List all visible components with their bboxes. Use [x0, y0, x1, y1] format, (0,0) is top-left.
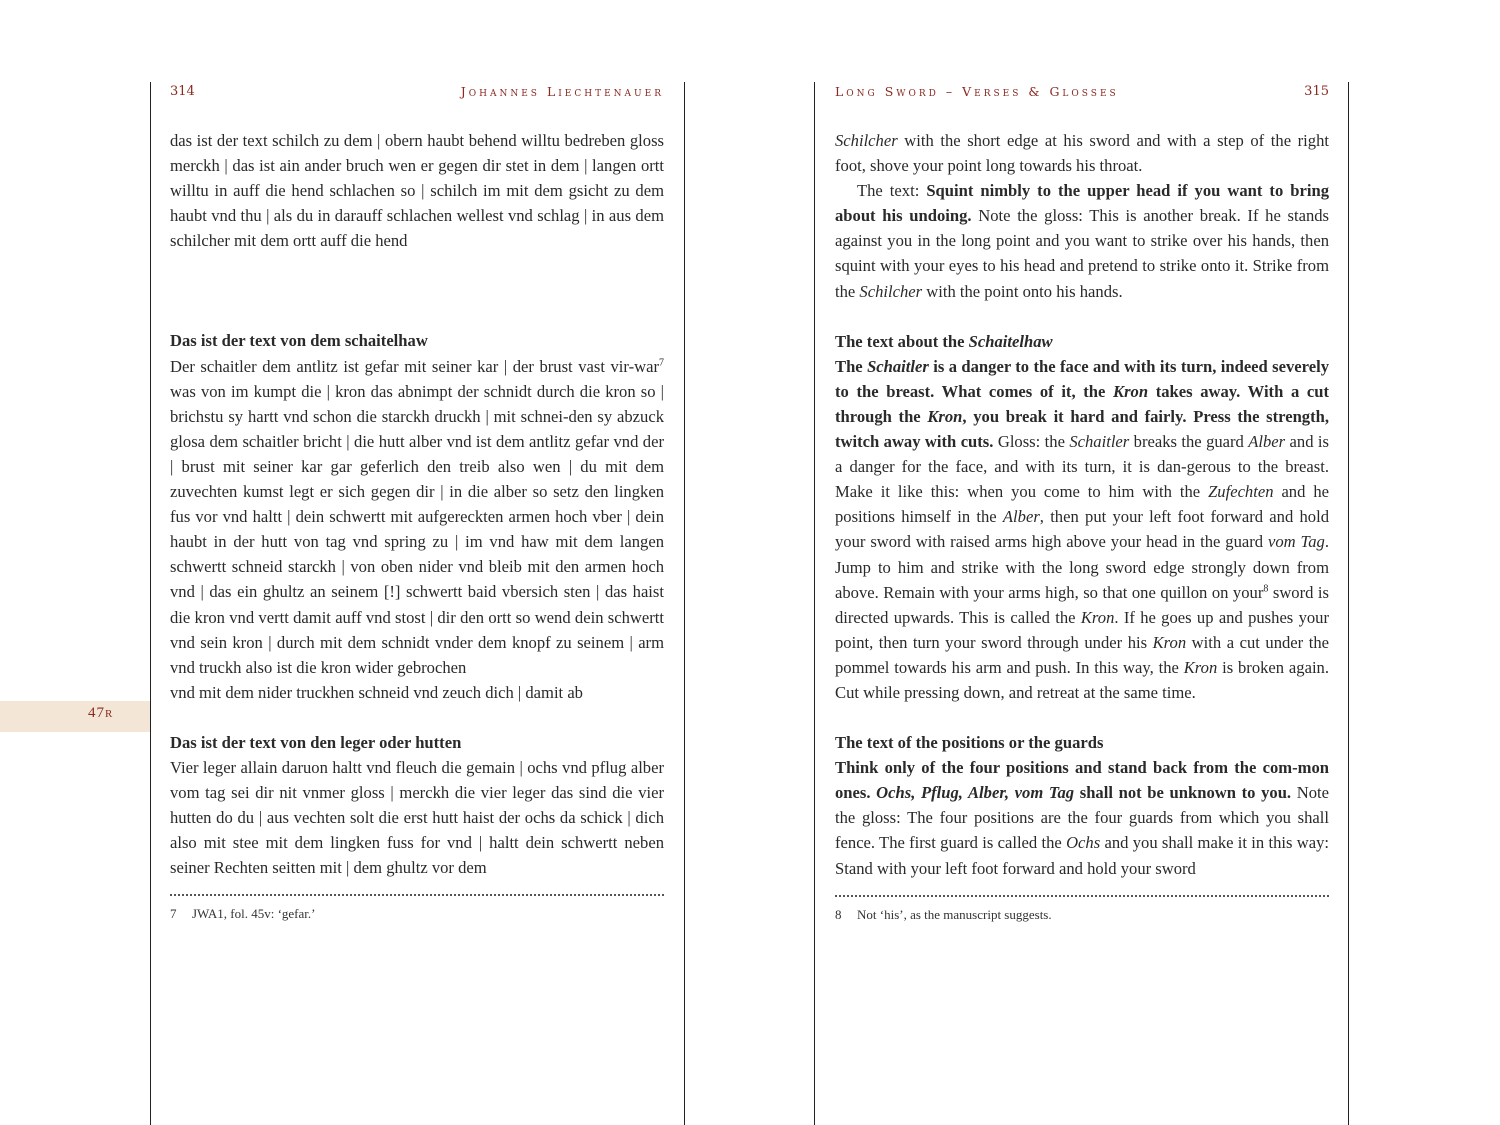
footnote-ref: 7: [659, 357, 664, 369]
left-inner-rule: [684, 82, 685, 1125]
left-header: [170, 80, 664, 102]
folio-marker-band: [0, 701, 150, 732]
paragraph: Schilcher with the short edge at his sword and with a step of the right foot, shove your point long towards his throat.: [835, 131, 1329, 176]
paragraph: Think only of the four positions and stand back from the com-mon ones. Ochs, Pflug, Alber, vom Tag shall not be unknown to you. Note the gloss: The four positions are the four guards from which you shall fence. The first guard is called the Ochs and you shall make it in this way: Stand with your left foot forward and hold your sword: [835, 758, 1329, 878]
right-header: [835, 80, 1329, 102]
right-inner-rule: [814, 82, 815, 1125]
paragraph: Vier leger allain daruon haltt vnd fleuch die gemain | ochs vnd pflug alber vom tag sei dir nit vnmer gloss | merckh die vier leger das sind die vier hutten do du | aus vechten solt die erst hutt haist der ochs da schick | dich also mit stee mit dem lingken fuss for vnd | haltt dein schwertt neben seiner Rechten seitten mit | dem ghultz vor dem: [170, 757, 664, 878]
footnote-separator: [170, 894, 664, 896]
folio-label: 47r: [88, 705, 114, 721]
page-number: 314: [170, 83, 195, 99]
running-head: Johannes Liechtenauer: [460, 83, 664, 99]
paragraph: The Schaitler is a danger to the face and with its turn, indeed severely to the breast. What comes of it, the Kron takes away. With a cut through the Kron, you break it hard and fairly. Press the strength, twitch away with cuts. Gloss: the Schaitler breaks the guard Alber and is a danger for the face, and with its turn, it is dan-gerous to the breast. Make it like this: when you come to him with the Zufechten and he positions himself in the Alber, then put your left foot forward and hold your sword with raised arms high above your head in the guard vom Tag. Jump to him and strike with the long sword edge strongly down from above. Remain with your arms high, so that one quillon on your$^8$ sword is directed upwards. This is called the Kron. If he goes up and pushes your point, then turn your sword through under his Kron with a cut under the pommel towards his arm and push. In this way, the Kron is broken again. Cut while pressing down, and retreat at the same time.: [835, 356, 1330, 702]
section-heading: The text about the Schaitelhaw: [835, 331, 1053, 351]
paragraph: The text: Squint nimbly to the upper head if you want to bring about his undoing. Note the gloss: This is another break. If he stands against you in the long point and you want to strike over his hands, then squint with your eyes to his head and pretend to strike onto it. Strike from the Schilcher with the point onto his hands.: [835, 181, 1330, 301]
running-head: Long Sword – Verses & Glosses: [835, 83, 1119, 99]
footnote-separator: [835, 895, 1329, 897]
left-page: [170, 80, 664, 922]
paragraph: Der schaitler dem antlitz ist gefar mit seiner kar | der brust vast vir-war$^7$ was von im kumpt die | kron das abnimpt der schnidt durch die kron so | brichstu sy hartt vnd schon die starckh druckh | mit schnei-den sy abzuck glosa dem schaitler bricht | die hutt alber vnd ist dem antlitz gefar vnd der | brust mit seiner kar gar geferlich den treib also wen | du mit dem zuvechten kumst legt er sich gegen dir | in die alber so setz den lingken fus vor vnd haltt | dein schwertt mit aufgereckten armen hoch vber | dein haubt in der hutt von tag vnd spring zu | im vnd haw mit dem langen schwertt schneid starckh | von oben nider vnd bleib mit den armen hoch vnd | das ein ghultz an seinem [!] schwertt baid vbersich sten | das haist die kron vnd vertt damit auff vnd stost | dir den ortt so wend dein schwertt vnd sein kron | durch mit dem schnidt vnder dem knopf zu seinem | arm vnd truckh also ist die kron wider gebrochen: [170, 356, 664, 677]
paragraph: das ist der text schilch zu dem | obern haubt behend willtu bedreben gloss merckh | das ist ain ander bruch wen er gegen dir stet in dem | langen ortt willtu in auff die hend schlachen so | schilch im mit dem gsicht zu dem haubt vnd thu | als du in darauff schlachen wellest vnd schlag | in aus dem schilcher mit dem ortt auff die hend: [170, 131, 664, 251]
right-outer-rule: [1348, 82, 1349, 1125]
section-heading: The text of the positions or the guards: [835, 733, 1104, 753]
footnote-ref: 8: [1263, 583, 1269, 595]
paragraph: vnd mit dem nider truckhen schneid vnd zeuch dich | damit ab: [170, 682, 583, 702]
footnote: 7 JWA1, fol. 45v: ‘gefar.’: [170, 906, 316, 922]
footnote: 8 Not ‘his’, as the manuscript suggests.: [835, 906, 1052, 922]
section-heading: Das ist der text von den leger oder hutten: [170, 732, 462, 752]
section-heading: Das ist der text von dem schaitelhaw: [170, 331, 428, 351]
right-page: [835, 80, 1329, 923]
page-number: 315: [1304, 83, 1329, 99]
left-outer-rule: [150, 82, 151, 1125]
